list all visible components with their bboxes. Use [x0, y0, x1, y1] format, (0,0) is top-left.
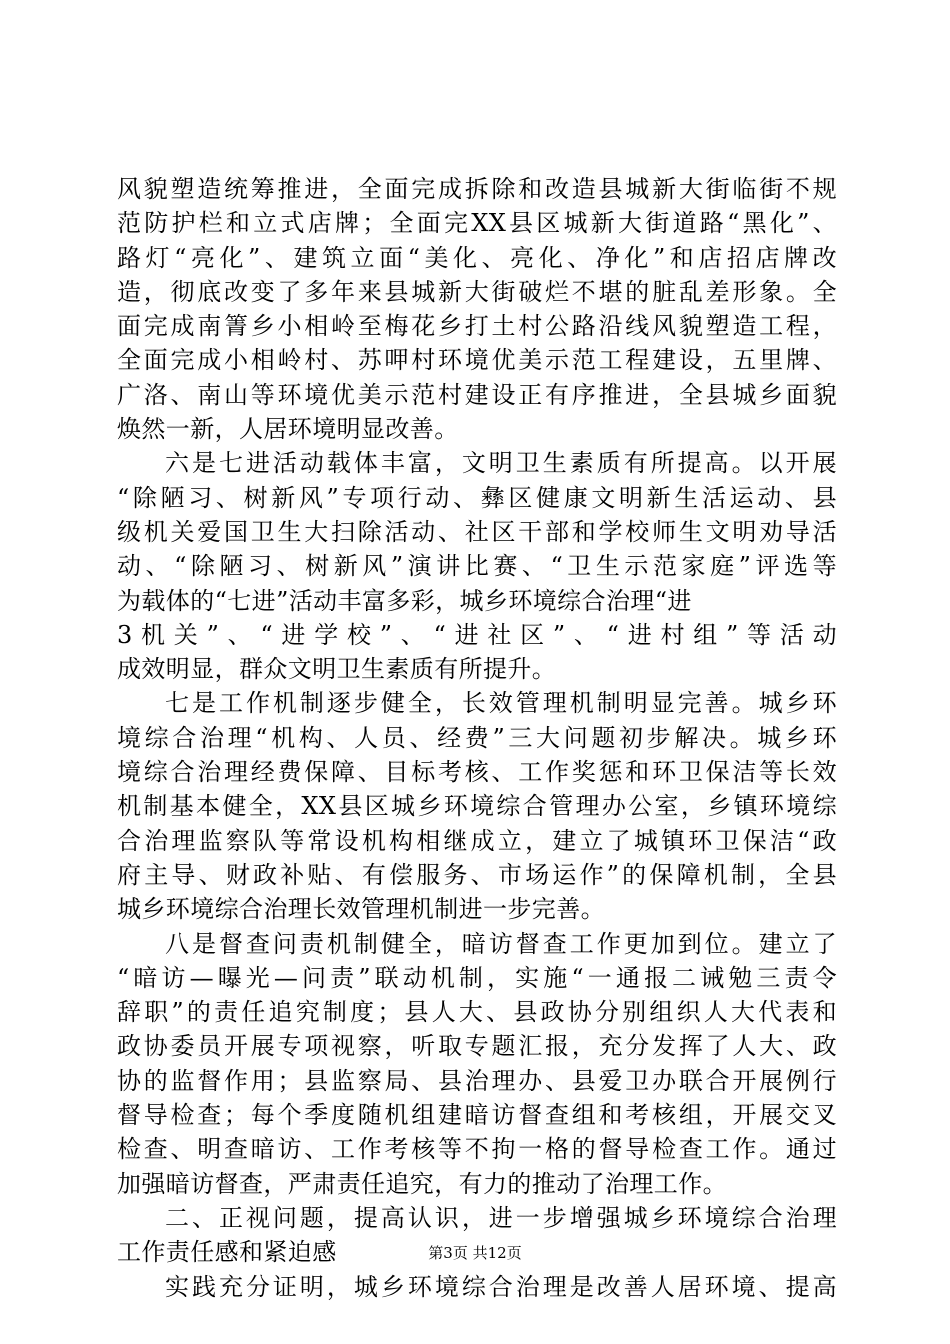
- text-line: “暗访—曝光—问责”联动机制，实施“一通报二诫勉三责令: [117, 963, 837, 992]
- text-line: 实践充分证明，城乡环境综合治理是改善人居环境、提高: [165, 1272, 837, 1301]
- text-line: 工作责任感和紧迫感: [117, 1238, 337, 1267]
- text-line: 八是督查问责机制健全，暗访督查工作更加到位。建立了: [165, 929, 837, 958]
- text-line: 加强暗访督查，严肃责任追究，有力的推动了治理工作。: [117, 1169, 727, 1198]
- text-line: 级机关爱国卫生大扫除活动、社区干部和学校师生文明劝导活: [117, 517, 837, 546]
- text-line: 成效明显，群众文明卫生素质有所提升。: [117, 655, 557, 684]
- text-line: 检查、明查暗访、工作考核等不拘一格的督导检查工作。通过: [117, 1135, 837, 1164]
- text-line: 机制基本健全，XX县区城乡环境综合管理办公室，乡镇环境综: [117, 792, 837, 821]
- text-line: 协的监督作用；县监察局、县治理办、县爱卫办联合开展例行: [117, 1066, 837, 1095]
- text-line: 政协委员开展专项视察，听取专题汇报，充分发挥了人大、政: [117, 1032, 837, 1061]
- body-text: [117, 172, 837, 1304]
- text-line: 境综合治理经费保障、目标考核、工作奖惩和环卫保洁等长效: [117, 758, 837, 787]
- text-line: 督导检查；每个季度随机组建暗访督查组和考核组，开展交叉: [117, 1101, 837, 1130]
- text-line: 焕然一新，人居环境明显改善。: [117, 415, 459, 444]
- text-line: 路灯“亮化”、建筑立面“美化、亮化、净化”和店招店牌改: [117, 243, 837, 272]
- text-line: 六是七进活动载体丰富，文明卫生素质有所提高。以开展: [165, 449, 837, 478]
- text-line: 二、正视问题，提高认识，进一步增强城乡环境综合治理: [165, 1203, 837, 1232]
- page-footer: 第3页 共12页: [428, 1244, 522, 1262]
- text-line: 造，彻底改变了多年来县城新大街破烂不堪的脏乱差形象。全: [117, 277, 837, 306]
- text-line: 动、“除陋习、树新风”演讲比赛、“卫生示范家庭”评选等: [117, 552, 837, 581]
- text-line: 府主导、财政补贴、有偿服务、市场运作”的保障机制，全县: [117, 860, 837, 889]
- text-line: 为载体的“七进”活动丰富多彩，城乡环境综合治理“进: [117, 586, 692, 615]
- text-line: “除陋习、树新风”专项行动、彝区健康文明新生活运动、县: [117, 483, 837, 512]
- text-line: 全面完成小相岭村、苏呷村环境优美示范工程建设，五里牌、: [117, 346, 837, 375]
- text-line: 境综合治理“机构、人员、经费”三大问题初步解决。城乡环: [117, 723, 837, 752]
- text-line: 辞职”的责任追究制度；县人大、县政协分别组织人大代表和: [117, 998, 837, 1027]
- text-line: 面完成南箐乡小相岭至梅花乡打土村公路沿线风貌塑造工程，: [117, 312, 837, 341]
- text-line: 城乡环境综合治理长效管理机制进一步完善。: [117, 895, 605, 924]
- text-line: 合治理监察队等常设机构相继成立，建立了城镇环卫保洁“政: [117, 826, 837, 855]
- text-line: 广洛、南山等环境优美示范村建设正有序推进，全县城乡面貌: [117, 380, 837, 409]
- text-line: 范防护栏和立式店牌；全面完XX县区城新大街道路“黑化”、: [117, 209, 837, 238]
- text-line: 3机关”、“进学校”、“进社区”、“进村组”等活动: [117, 620, 837, 649]
- text-line: 风貌塑造统筹推进，全面完成拆除和改造县城新大街临街不规: [117, 175, 837, 203]
- text-line: 七是工作机制逐步健全，长效管理机制明显完善。城乡环: [165, 689, 837, 718]
